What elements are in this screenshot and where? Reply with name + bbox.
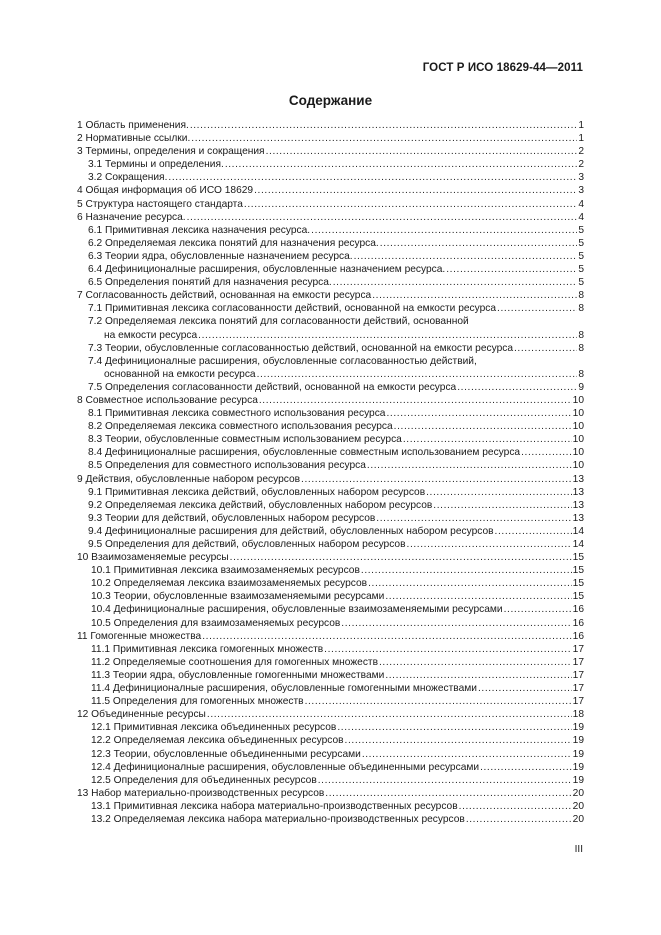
toc-leader-dots [466,813,572,826]
toc-leader-dots [198,329,577,342]
toc-entry-label: 10 Взаимозаменяемые ресурсы [77,552,229,564]
toc-leader-dots [361,564,572,577]
toc-leader-dots [207,708,572,721]
toc-entry[interactable] [77,656,584,669]
toc-entry-label: 12.4 Дефиниционалные расширения, обусловленные объединенными ресурсами [91,761,480,773]
toc-entry[interactable] [77,564,584,577]
toc-entry[interactable] [77,486,584,499]
toc-entry-page: 13 [572,473,584,485]
toc-entry-label: основанной на емкости ресурса [104,368,256,380]
toc-entry[interactable] [77,761,584,774]
toc-entry-label: 8.2 Определяемая лексика совместного использования ресурса [88,421,393,433]
toc-leader-dots [379,656,572,669]
toc-entry[interactable] [77,473,584,486]
toc-entry-page: 20 [572,800,584,812]
toc-entry-page: 15 [572,552,584,564]
toc-entry-label: 10.5 Определения для взаимозаменяемых ресурсов [91,617,341,629]
toc-entry-page: 8 [578,303,584,315]
toc-entry-page: 4 [578,211,584,223]
toc-entry-page: 5 [578,224,584,236]
toc-leader-dots [372,289,577,302]
toc-entry-page: 14 [572,525,584,537]
toc-entry-label: 5 Структура настоящего стандарта [77,198,243,210]
toc-entry-page: 17 [572,696,584,708]
toc-entry-label: 3.1 Термины и определения. [88,159,224,171]
toc-entry[interactable] [77,512,584,525]
toc-entry-page: 9 [578,381,584,393]
toc-leader-dots [403,433,572,446]
toc-entry-page: 16 [572,604,584,616]
toc-entry[interactable] [77,198,584,211]
toc-entry[interactable] [77,446,584,459]
toc-leader-dots [385,669,571,682]
toc-entry-page: 17 [572,643,584,655]
toc-entry[interactable] [77,669,584,682]
toc-entry-label: 11.3 Теории ядра, обусловленные гомогенными множествами [91,669,385,681]
toc-entry-label: 9.4 Дефиниционалные расширения для действий, обусловленных набором ресурсов [88,525,494,537]
toc-leader-dots [202,630,571,643]
toc-entry[interactable] [77,381,584,394]
toc-entry-label: 8.5 Определения для совместного использования ресурса [88,460,366,472]
toc-entry[interactable] [77,276,584,289]
toc-entry[interactable] [77,237,584,250]
toc-entry-page: 8 [578,368,584,380]
toc-entry[interactable] [77,158,584,171]
toc-leader-dots [325,787,571,800]
toc-entry-label: 7.3 Теории, обусловленные согласованностью действий, основанной на емкости ресурса [88,342,513,354]
toc-leader-dots [385,590,571,603]
toc-entry-label: 9.2 Определяемая лексика действий, обусловленных набором ресурсов [88,499,433,511]
toc-leader-dots [318,774,572,787]
toc-entry-page: 15 [572,591,584,603]
toc-entry[interactable] [77,289,584,302]
toc-leader-dots [480,761,572,774]
toc-entry[interactable] [77,774,584,787]
toc-entry-label: 8.3 Теории, обусловленные совместным использованием ресурса [88,434,402,446]
toc-leader-dots [225,158,578,171]
toc-entry-page: 15 [572,565,584,577]
toc-leader-dots [337,721,571,734]
toc-entry-label: 6.4 Дефиниционалные расширения, обусловленные назначением ресурса. [88,264,446,276]
toc-entry-label: 3 Термины, определения и сокращения [77,146,265,158]
toc-entry-page: 10 [572,421,584,433]
toc-entry[interactable] [77,525,584,538]
toc-entry-page: 17 [572,656,584,668]
toc-leader-dots [341,617,571,630]
toc-entry-page: 5 [578,237,584,249]
toc-entry-page: 13 [572,486,584,498]
toc-entry-page: 4 [578,198,584,210]
page-number: III [574,844,583,855]
toc-entry-label: 4 Общая информация об ИСО 18629 [77,185,254,197]
toc-entry[interactable] [77,329,584,342]
toc-entry-label: 9.3 Теории для действий, обусловленных набором ресурсов [88,512,376,524]
toc-entry-page: 3 [578,185,584,197]
toc-leader-dots [426,486,572,499]
table-of-contents [77,119,584,826]
toc-entry[interactable] [77,355,584,368]
toc-entry[interactable] [77,263,584,276]
toc-leader-dots [168,171,577,184]
toc-leader-dots [191,132,577,145]
toc-leader-dots [446,263,577,276]
toc-entry-label: 7.1 Примитивная лексика согласованности действий, основанной на емкости ресурса [88,303,497,315]
toc-entry[interactable] [77,800,584,813]
toc-entry-label: 11 Гомогенные множества [77,630,202,642]
toc-entry[interactable] [77,643,584,656]
toc-entry-label: 13.1 Примитивная лексика набора материально-производственных ресурсов [91,800,458,812]
toc-leader-dots [478,682,572,695]
toc-leader-dots [380,237,578,250]
toc-entry[interactable] [77,211,584,224]
toc-entry[interactable] [77,734,584,747]
toc-leader-dots [433,499,571,512]
toc-entry[interactable] [77,433,584,446]
toc-entry[interactable] [77,577,584,590]
toc-entry-page: 14 [572,539,584,550]
toc-leader-dots [257,368,578,381]
toc-entry[interactable] [77,695,584,708]
toc-entry[interactable] [77,315,584,328]
toc-entry-label: 13.2 Определяемая лексика набора материально-производственных ресурсов [91,813,465,825]
toc-leader-dots [514,342,577,355]
toc-entry-page: 20 [572,787,584,799]
toc-entry-label: 3.2 Сокращения. [88,172,168,184]
toc-leader-dots [362,748,572,761]
toc-entry-label: 7.5 Определения согласованности действий, основанной на емкости ресурса [88,381,457,393]
toc-entry-page: 13 [572,499,584,511]
toc-entry-page: 3 [578,172,584,184]
toc-entry-page: 15 [572,578,584,590]
toc-entry[interactable] [77,250,584,263]
toc-entry[interactable] [77,787,584,800]
toc-leader-dots [386,407,571,420]
toc-entry[interactable] [77,184,584,197]
toc-entry[interactable] [77,590,584,603]
toc-leader-dots [521,446,572,459]
toc-leader-dots [497,302,577,315]
toc-entry-page: 5 [578,264,584,276]
toc-entry-label: 10.2 Определяемая лексика взаимозаменяемых ресурсов [91,578,368,590]
toc-leader-dots [367,459,572,472]
document-header: ГОСТ Р ИСО 18629-44—2011 [422,62,583,74]
toc-entry-label: 9.5 Определения для действий, обусловленных набором ресурсов [88,539,406,550]
toc-leader-dots [301,473,572,486]
toc-entry-page: 5 [578,277,584,289]
toc-leader-dots [305,695,572,708]
toc-entry-page: 16 [572,617,584,629]
toc-entry-label: на емкости ресурса [104,329,198,341]
toc-leader-dots [368,577,572,590]
toc-leader-dots [457,381,577,394]
toc-entry[interactable] [77,813,584,826]
toc-leader-dots [376,512,571,525]
toc-entry-label: 7 Согласованность действий, основанная на емкости ресурса [77,290,372,302]
toc-entry[interactable] [77,499,584,512]
toc-entry-label: 7.4 Дефиниционалные расширения, обусловленные согласованностью действий, [88,355,477,367]
toc-entry-label: 11.5 Определения для гомогенных множеств [91,696,304,708]
toc-entry-page: 8 [578,290,584,302]
toc-leader-dots [266,145,578,158]
toc-entry-label: 6.1 Примитивная лексика назначения ресурса. [88,224,311,236]
toc-entry-page: 10 [572,394,584,406]
toc-entry-page: 8 [578,342,584,354]
toc-entry-page: 1 [578,120,584,131]
toc-entry-label: 12.2 Определяемая лексика объединенных ресурсов [91,735,344,747]
toc-entry-page: 10 [572,447,584,459]
toc-entry-label: 9.1 Примитивная лексика действий, обусловленных набором ресурсов [88,486,426,498]
toc-entry-label: 7.2 Определяемая лексика понятий для согласованности действий, основанной [88,316,469,328]
toc-leader-dots [495,525,572,538]
toc-entry[interactable] [77,630,584,643]
toc-leader-dots [345,734,572,747]
toc-entry-label: 11.4 Дефиниционалные расширения, обусловленные гомогенными множествами [91,683,477,695]
toc-entry-label: 2 Нормативные ссылки. [77,133,191,145]
toc-entry[interactable] [77,551,584,564]
toc-entry-page: 19 [572,735,584,747]
toc-entry-page: 17 [572,683,584,695]
toc-leader-dots [254,184,577,197]
toc-entry[interactable] [77,682,584,695]
toc-entry[interactable] [77,617,584,630]
toc-entry[interactable] [77,132,584,145]
toc-entry-label: 6.3 Теории ядра, обусловленные назначением ресурса. [88,250,353,262]
toc-entry-label: 10.1 Примитивная лексика взаимозаменяемых ресурсов [91,565,360,577]
toc-entry-page: 1 [578,133,584,145]
toc-leader-dots [259,394,572,407]
toc-entry[interactable] [77,368,584,381]
toc-leader-dots [230,551,572,564]
toc-entry[interactable] [77,708,584,721]
toc-entry-page: 16 [572,630,584,642]
toc-entry-page: 10 [572,408,584,420]
toc-entry-label: 8.4 Дефиниционалные расширения, обусловленные совместным использованием ресурса [88,447,521,459]
toc-leader-dots [394,420,572,433]
toc-leader-dots [311,224,577,237]
toc-entry[interactable] [77,342,584,355]
toc-leader-dots [354,250,578,263]
toc-leader-dots [187,211,578,224]
toc-entry[interactable] [77,119,584,132]
toc-entry-page: 20 [572,813,584,825]
toc-entry-label: 9 Действия, обусловленные набором ресурсов [77,473,301,485]
toc-entry-page: 8 [578,329,584,341]
toc-entry[interactable] [77,603,584,616]
toc-entry[interactable] [77,394,584,407]
toc-entry[interactable] [77,748,584,761]
toc-entry-page: 19 [572,722,584,734]
toc-leader-dots [324,643,572,656]
toc-entry-page: 2 [578,146,584,158]
toc-entry-label: 12 Объединенные ресурсы [77,709,206,721]
toc-entry-page: 19 [572,748,584,760]
toc-entry-label: 12.3 Теории, обусловленные объединенными ресурсами [91,748,361,760]
toc-entry-page: 2 [578,159,584,171]
toc-entry-label: 11.1 Примитивная лексика гомогенных множеств [91,643,324,655]
toc-entry-page: 10 [572,460,584,472]
toc-entry-label: 11.2 Определяемые соотношения для гомогенных множеств [91,656,378,668]
toc-entry-page: 10 [572,434,584,446]
toc-entry[interactable] [77,721,584,734]
toc-entry-page: 13 [572,512,584,524]
toc-entry-page: 19 [572,761,584,773]
toc-entry-label: 13 Набор материально-производственных ресурсов [77,787,325,799]
toc-entry[interactable] [77,302,584,315]
toc-entry[interactable] [77,145,584,158]
toc-entry[interactable] [77,224,584,237]
toc-entry-page: 17 [572,669,584,681]
toc-entry[interactable] [77,407,584,420]
toc-entry-label: 12.1 Примитивная лексика объединенных ресурсов [91,722,337,734]
toc-entry-page: 5 [578,250,584,262]
toc-entry[interactable] [77,420,584,433]
toc-leader-dots [333,276,578,289]
toc-entry-label: 10.3 Теории, обусловленные взаимозаменяемыми ресурсами [91,591,385,603]
page-title: Содержание [288,93,373,108]
toc-entry[interactable] [77,459,584,472]
toc-leader-dots [190,119,578,132]
toc-leader-dots [407,538,572,551]
toc-entry-label: 10.4 Дефиниционалные расширения, обусловленные взаимозаменяемыми ресурсами [91,604,503,616]
toc-entry-label: 8 Совместное использование ресурса [77,394,258,406]
toc-entry-label: 8.1 Примитивная лексика совместного использования ресурса [88,408,386,420]
toc-entry[interactable] [77,171,584,184]
toc-leader-dots [459,800,572,813]
toc-entry-page: 18 [572,709,584,721]
toc-entry[interactable] [77,538,584,551]
toc-entry-label: 1 Область применения. [77,120,189,131]
toc-leader-dots [504,603,572,616]
toc-entry-label: 6 Назначение ресурса. [77,211,186,223]
toc-entry-page: 19 [572,774,584,786]
toc-entry-label: 6.2 Определяемая лексика понятий для назначения ресурса. [88,237,379,249]
toc-entry-label: 6.5 Определения понятий для назначения ресурса. [88,277,332,289]
toc-leader-dots [244,198,577,211]
toc-entry-label: 12.5 Определения для объединенных ресурсов [91,774,317,786]
